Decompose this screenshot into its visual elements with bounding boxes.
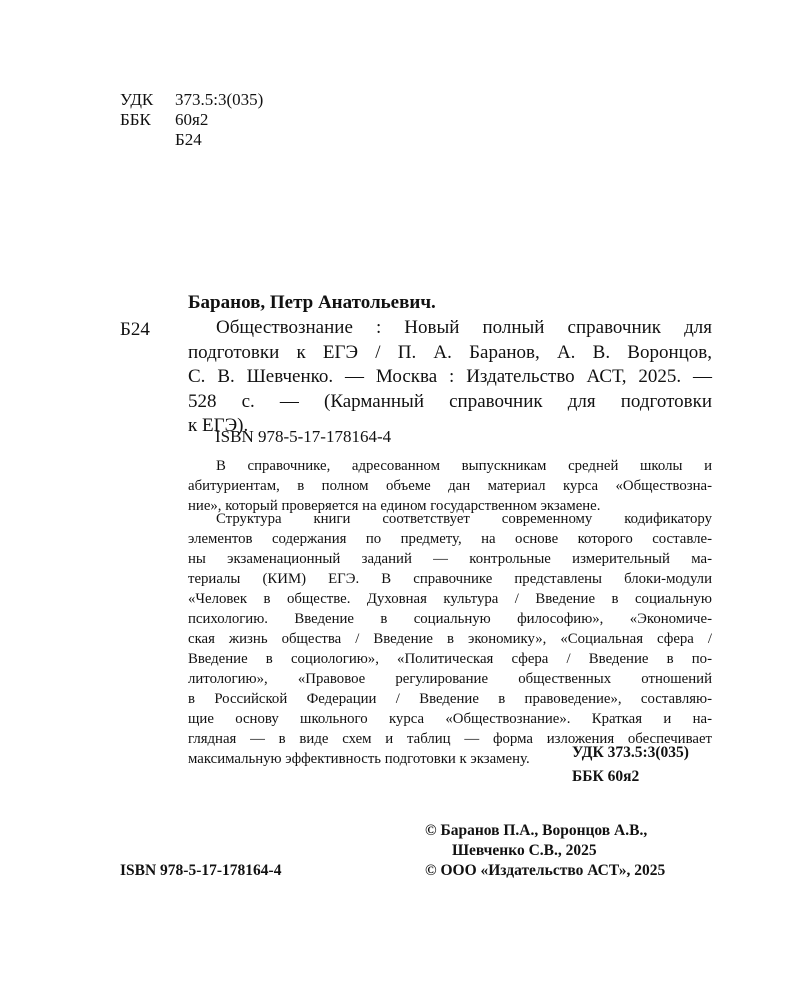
- annotation-line: в Российской Федерации / Введение в правоведение», составляю-: [188, 691, 712, 707]
- copyright-authors-line-2: Шевченко С.В., 2025: [452, 842, 597, 859]
- annotation-line: Структура книги соответствует современному кодификатору: [216, 511, 712, 527]
- annotation-line: ская жизнь общества / Введение в экономику», «Социальная сфера /: [188, 631, 712, 647]
- isbn-bottom: ISBN 978-5-17-178164-4: [120, 862, 282, 879]
- bib-line: к ЕГЭ).: [188, 415, 249, 436]
- bbk-bottom: ББК 60я2: [572, 768, 640, 785]
- bib-line: Обществознание : Новый полный справочник для: [216, 317, 712, 338]
- annotation-line: абитуриентам, в полном объеме дан материал курса «Обществозна-: [188, 478, 712, 494]
- annotation-line: ние», который проверяется на едином государственном экзамене.: [188, 498, 601, 514]
- annotation-paragraph-1: [188, 456, 712, 516]
- bbk-label: ББК: [120, 110, 151, 129]
- copyright-authors-line-1: © Баранов П.А., Воронцов А.В.,: [425, 822, 648, 839]
- bibliographic-description: [188, 316, 712, 439]
- isbn-record: ISBN 978-5-17-178164-4: [215, 427, 392, 446]
- udk-label: УДК: [120, 90, 154, 109]
- annotation-line: Введение в социологию», «Политическая сфера / Введение в по-: [188, 651, 712, 667]
- bib-line: 528 с. — (Карманный справочник для подготовки: [188, 390, 712, 412]
- annotation-line: щие основу школьного курса «Обществознание». Краткая и на-: [188, 711, 712, 727]
- copyright-publisher: © ООО «Издательство АСТ», 2025: [425, 862, 666, 879]
- annotation-line: В справочнике, адресованном выпускникам средней школы и: [216, 458, 712, 474]
- annotation-line: элементов содержания по предмету, на основе которого составле-: [188, 531, 712, 547]
- annotation-line: глядная — в виде схем и таблиц — форма изложения обеспечивает: [188, 731, 712, 747]
- annotation-line: ны экзаменационный заданий — контрольные измерительный ма-: [188, 551, 712, 567]
- udk-bottom: УДК 373.5:3(035): [572, 744, 689, 761]
- annotation-paragraph-2: [188, 509, 712, 769]
- annotation-line: психологию. Введение в социальную философию», «Экономиче-: [188, 611, 712, 627]
- annotation-line: литологию», «Правовое регулирование общественных отношений: [188, 671, 712, 687]
- bib-line: подготовки к ЕГЭ / П. А. Баранов, А. В. Воронцов,: [188, 341, 712, 363]
- annotation-line: териалы (КИМ) ЕГЭ. В справочнике представлены блоки-модули: [188, 571, 712, 587]
- author-mark-top: Б24: [175, 130, 202, 149]
- author-heading: Баранов, Петр Анатольевич.: [188, 292, 436, 313]
- author-mark: Б24: [120, 319, 150, 340]
- udk-value: 373.5:3(035): [175, 90, 264, 109]
- bbk-value: 60я2: [175, 110, 209, 129]
- bib-line: С. В. Шевченко. — Москва : Издательство АСТ, 2025. —: [188, 366, 712, 387]
- annotation-line: максимальную эффективность подготовки к экзамену.: [188, 751, 530, 767]
- annotation-line: «Человек в обществе. Духовная культура / Введение в социальную: [188, 591, 712, 607]
